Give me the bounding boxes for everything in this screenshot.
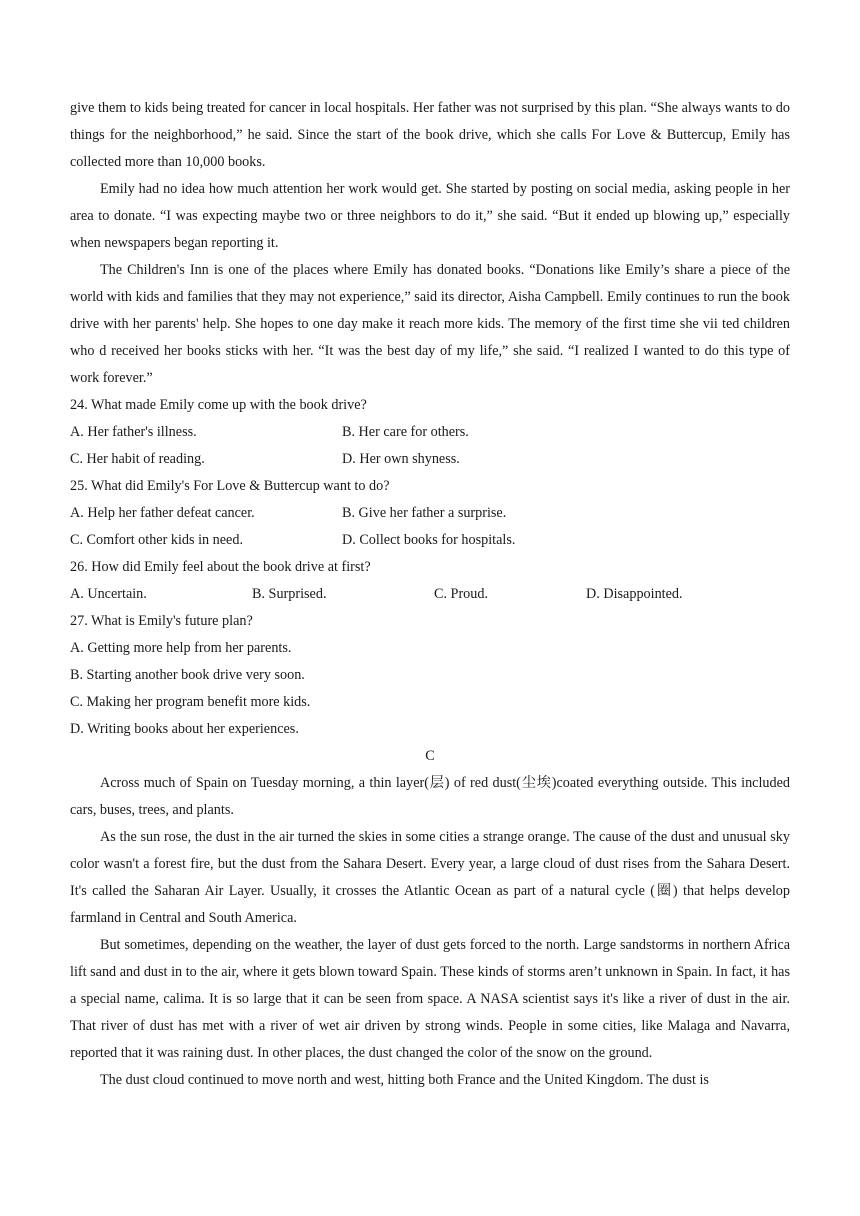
passage-c-paragraph-3: But sometimes, depending on the weather, the layer of dust gets forced to the north. Large sandstorms in northern Africa lift sand and dust in to the air, where it gets blown toward Spain. These kinds of storms aren’t unknown in Spain. In fact, it has a special name, calima. It is so large that it can be seen from space. A NASA scientist says it's like a river of dust in the air. That river of dust has met with a river of wet air driven by strong winds. People in some cities, like Malaga and Navarra, reported that it was raining dust. In other places, the dust changed the color of the snow on the ground.: [70, 937, 790, 1061]
question-25-option-c: C. Comfort other kids in need.: [70, 532, 243, 548]
question-24-option-a: A. Her father's illness.: [70, 424, 197, 440]
question-26-options-row: [70, 581, 790, 608]
passage-c-paragraph-1: Across much of Spain on Tuesday morning, a thin layer(层) of red dust(尘埃)coated everything outside. This included cars, buses, trees, and plants.: [70, 775, 790, 818]
question-25-option-b: B. Give her father a surprise.: [342, 505, 507, 521]
document-content: [70, 95, 790, 1094]
question-24-options-row-2: [70, 446, 790, 473]
question-26-stem: 26. How did Emily feel about the book drive at first?: [70, 559, 371, 575]
question-25-option-a: A. Help her father defeat cancer.: [70, 505, 255, 521]
question-26-option-a: A. Uncertain.: [70, 586, 147, 602]
question-27-stem: 27. What is Emily's future plan?: [70, 613, 253, 629]
question-27-option-a: A. Getting more help from her parents.: [70, 640, 292, 656]
question-24-option-c: C. Her habit of reading.: [70, 451, 205, 467]
passage-b-paragraph-1: give them to kids being treated for cancer in local hospitals. Her father was not surprised by this plan. “She always wants to do things for the neighborhood,” he said. Since the start of the book drive, which she calls For Love & Buttercup, Emily has collected more than 10,000 books.: [70, 100, 790, 170]
question-27-option-b: B. Starting another book drive very soon.: [70, 667, 305, 683]
question-24-options-row-1: [70, 419, 790, 446]
question-25-stem: 25. What did Emily's For Love & Buttercup want to do?: [70, 478, 390, 494]
question-24-option-b: B. Her care for others.: [342, 424, 469, 440]
question-25-option-d: D. Collect books for hospitals.: [342, 532, 516, 548]
question-25-options-row-2: [70, 527, 790, 554]
question-25-options-row-1: [70, 500, 790, 527]
question-26-option-b: B. Surprised.: [252, 586, 327, 602]
question-26-option-c: C. Proud.: [434, 586, 488, 602]
passage-b-paragraph-3: The Children's Inn is one of the places where Emily has donated books. “Donations like Emily’s share a piece of the world with kids and families that they may not experience,” said its director, Aisha Campbell. Emily continues to run the book drive with her parents' help. She hopes to one day make it reach more kids. The memory of the first time she vii ted children who d received her books sticks with her. “It was the best day of my life,” she said. “I realized I wanted to do this type of work forever.”: [70, 262, 790, 386]
passage-c-paragraph-2: As the sun rose, the dust in the air turned the skies in some cities a strange orange. The cause of the dust and unusual sky color wasn't a forest fire, but the dust from the Sahara Desert. Every year, a large cloud of dust rises from the Sahara Desert. It's called the Saharan Air Layer. Usually, it crosses the Atlantic Ocean as part of a natural cycle (圈) that helps develop farmland in Central and South America.: [70, 829, 790, 926]
question-27-option-c: C. Making her program benefit more kids.: [70, 694, 311, 710]
question-27-option-d: D. Writing books about her experiences.: [70, 721, 299, 737]
passage-b-paragraph-2: Emily had no idea how much attention her work would get. She started by posting on social media, asking people in her area to donate. “I was expecting maybe two or three neighbors to do it,” she said. “But it ended up blowing up,” especially when newspapers began reporting it.: [70, 181, 790, 251]
passage-c-paragraph-4: The dust cloud continued to move north and west, hitting both France and the United Kingdom. The dust is: [100, 1072, 709, 1088]
question-24-stem: 24. What made Emily come up with the book drive?: [70, 397, 367, 413]
question-24-option-d: D. Her own shyness.: [342, 451, 460, 467]
passage-c-heading: C: [425, 748, 435, 764]
question-26-option-d: D. Disappointed.: [586, 586, 683, 602]
